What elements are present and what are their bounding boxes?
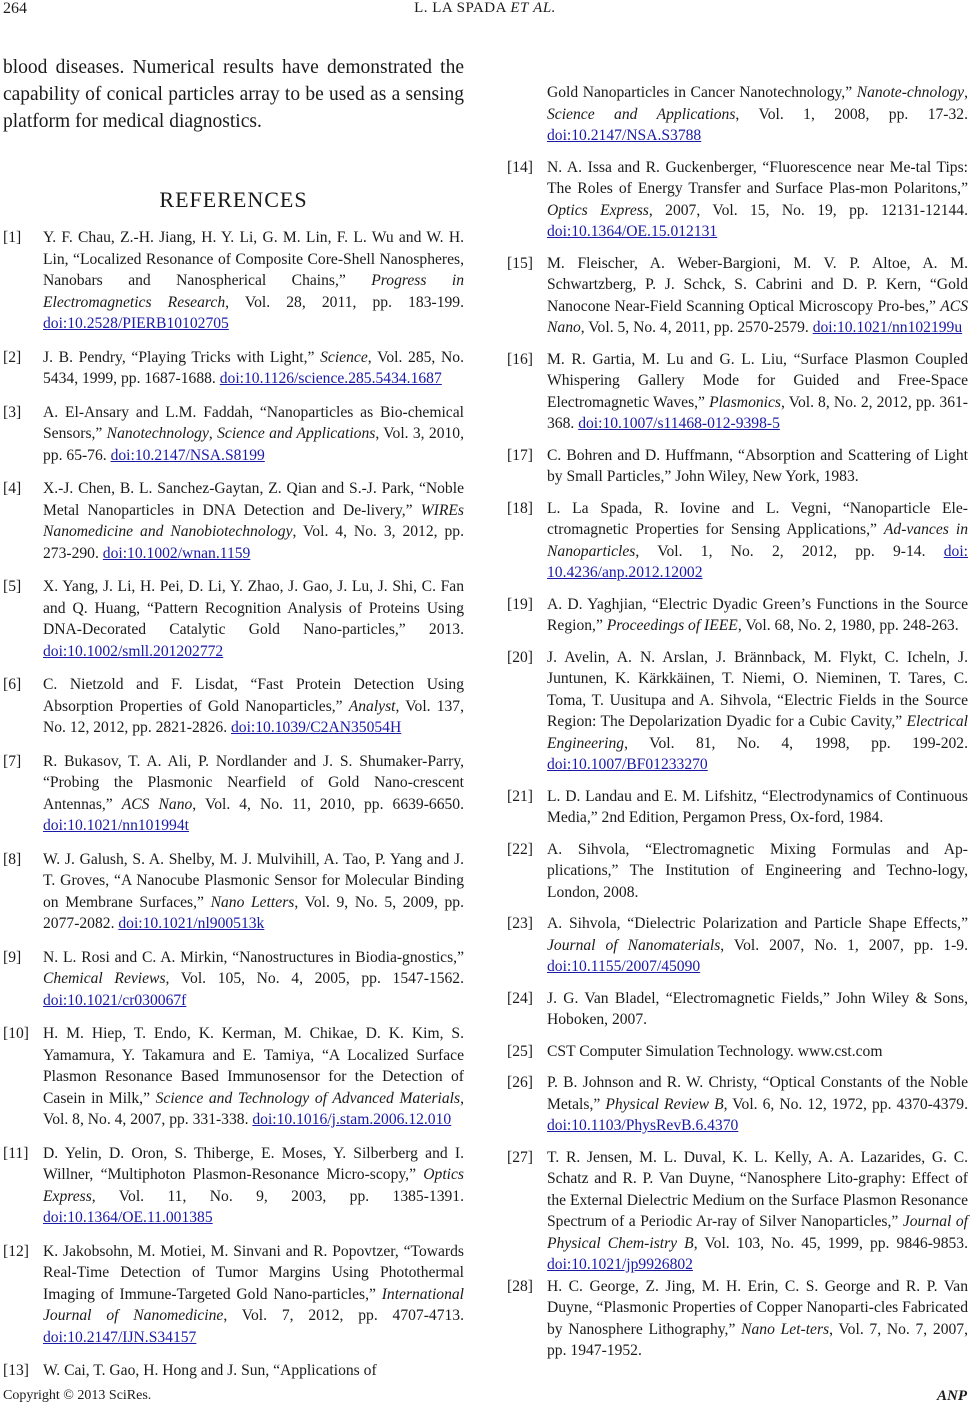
reference-item <box>507 988 968 1031</box>
running-head-authors: L. LA SPADA <box>414 0 507 16</box>
reference-text <box>43 751 464 837</box>
reference-segment: , 2007, Vol. 15, No. 19, pp. 12131-12144. <box>648 201 969 219</box>
doi-link[interactable]: doi:10.1021/nl900513k <box>118 915 265 932</box>
reference-text <box>43 674 464 739</box>
page-header <box>0 0 970 24</box>
doi-link[interactable]: doi:10.1021/cr030067f <box>43 991 187 1009</box>
reference-item <box>3 227 464 335</box>
reference-number: [11] <box>3 1144 29 1162</box>
reference-segment: , Vol. 103, No. 45, 1999, pp. 9846-9853. <box>693 1234 968 1252</box>
reference-segment: , Vol. 81, No. 4, 1998, pp. 199-202. <box>624 734 968 752</box>
reference-segment: Gold Nanoparticles in Cancer Nanotechnology,” <box>547 84 857 101</box>
publication-title: Analyst <box>348 697 396 715</box>
reference-text <box>43 347 464 390</box>
reference-segment: L. La Spada, R. Iovine and L. Vegni, “Nanoparticle Ele-ctromagnetic Properties for Sensing Applications,” <box>547 499 968 538</box>
reference-number: [9] <box>3 948 22 966</box>
reference-item <box>507 445 968 488</box>
reference-item <box>507 253 968 339</box>
reference-text <box>43 1023 464 1131</box>
reference-text <box>547 498 968 584</box>
doi-link[interactable]: doi:10.1021/nn102199u <box>812 319 963 336</box>
doi-link[interactable]: doi:10.1155/2007/45090 <box>547 958 701 975</box>
reference-text <box>547 988 968 1031</box>
reference-item <box>507 786 968 829</box>
reference-segment: C. Bohren and D. Huffmann, “Absorption and Scattering of Light by Small Particles,” John Wiley, New York, 1983. <box>547 446 968 485</box>
reference-item <box>3 1241 464 1349</box>
running-head-al: AL. <box>533 0 556 16</box>
publication-title: Plasmonics <box>709 393 781 411</box>
reference-segment: , Vol. 285, No. 5434, 1999, pp. 1687-1688. <box>43 348 464 387</box>
publication-title: Ad-vances in Nanoparticles <box>547 521 968 560</box>
reference-item <box>3 576 464 662</box>
reference-text <box>547 1147 968 1276</box>
reference-segment: , Vol. 9, No. 5, 2009, pp. 2077-2082. <box>43 893 464 932</box>
reference-number: [7] <box>3 752 22 770</box>
publication-title: Science <box>320 348 368 366</box>
reference-number: [23] <box>507 915 533 932</box>
reference-item <box>3 402 464 467</box>
reference-item <box>507 1041 968 1063</box>
reference-number: [6] <box>3 676 22 693</box>
reference-text <box>43 849 464 935</box>
reference-text <box>547 839 968 904</box>
reference-segment: C. Nietzold and F. Lisdat, “Fast Protein Detection Using Absorption Properties of Gold Nanoparticles,” <box>43 676 464 715</box>
reference-item <box>507 1072 968 1137</box>
publication-title: WIREs Nanomedicine and Nanobiotechnology <box>43 501 464 540</box>
reference-number: [1] <box>3 229 22 246</box>
reference-segment: , Vol. 5, No. 4, 2011, pp. 2570-2579. <box>580 319 813 336</box>
reference-text <box>43 1360 464 1382</box>
publication-title: Physical Review B <box>605 1095 724 1113</box>
reference-item <box>3 674 464 739</box>
reference-segment: A. El-Ansary and L.M. Faddah, “Nanoparticles as Bio-chemical Sensors,” <box>43 403 464 442</box>
reference-number: [12] <box>3 1242 29 1260</box>
reference-segment: , Vol. 3, 2010, pp. 65-76. <box>43 425 464 464</box>
reference-segment: K. Jakobsohn, M. Motiei, M. Sinvani and R. Popovtzer, “Towards Real-Time Detection of Tumor Margins Using Photothermal Imaging of Immune-Targeted Gold Nano-particles,” <box>43 1242 464 1303</box>
reference-number: [13] <box>3 1362 29 1379</box>
reference-item <box>507 498 968 584</box>
reference-segment: Y. F. Chau, Z.-H. Jiang, H. Y. Li, G. M. Lin, F. L. Wu and W. H. Lin, “Localized Resonance of Composite Core-Shell Nanospheres, Nanobars and Nanospherical Chains,” <box>43 229 464 289</box>
reference-segment: J. B. Pendry, “Playing Tricks with Light,” <box>43 348 321 366</box>
doi-link[interactable]: doi:10.1016/j.stam.2006.12.010 <box>252 1111 452 1128</box>
reference-text <box>43 227 464 335</box>
reference-item <box>3 1023 464 1131</box>
reference-segment: , Vol. 7, No. 7, 2007, pp. 1947-1952. <box>547 1320 968 1359</box>
reference-segment: , <box>964 84 968 101</box>
copyright-notice: Copyright © 2013 SciRes. <box>3 1388 152 1403</box>
reference-segment: N. A. Issa and R. Guckenberger, “Fluorescence near Me-tal Tips: The Roles of Energy Transfer and Surface Plas-mon Polaritons,” <box>547 158 968 197</box>
reference-segment: W. Cai, T. Gao, H. Hong and J. Sun, “Applications of <box>43 1362 377 1379</box>
reference-segment: X. Yang, J. Li, H. Pei, D. Li, Y. Zhao, J. Gao, J. Lu, J. Shi, C. Fan and Q. Huang, “Pattern Recognition Analysis of Proteins Using DNA-Decorated Catalytic Gold Nano-particles,” 2013. <box>43 578 464 638</box>
reference-segment: , Vol. 6, No. 12, 1972, pp. 4370-4379. <box>723 1095 968 1113</box>
reference-segment: M. R. Gartia, M. Lu and G. L. Liu, “Surface Plasmon Coupled Whispering Gallery Mode for Guided and Free-Space Electromagnetic Waves,” <box>547 350 968 411</box>
reference-number: [18] <box>507 499 533 517</box>
reference-segment: A. D. Yaghjian, “Electric Dyadic Green’s Functions in the Source Region,” <box>547 595 968 634</box>
reference-segment: D. Yelin, D. Oron, S. Thiberge, E. Moses, Y. Silberberg and I. Willner, “Multiphoton Plasmon-Resonance Micro-scopy,” <box>43 1144 464 1183</box>
reference-segment: A. Sihvola, “Electromagnetic Mixing Formulas and Ap-plications,” The Institution of Engineering and Techno-logy, London, 2008. <box>547 840 968 901</box>
publication-title: Science and Applications <box>217 425 376 442</box>
reference-text <box>43 478 464 564</box>
reference-segment: , Vol. 137, No. 12, 2012, pp. 2821-2826. <box>43 697 464 736</box>
publication-title: Optics Express <box>43 1166 464 1205</box>
reference-number: [22] <box>507 840 533 858</box>
reference-segment: N. L. Rosi and C. A. Mirkin, “Nanostructures in Biodia-gnostics,” <box>43 948 464 966</box>
reference-segment: P. B. Johnson and R. W. Christy, “Optical Constants of the Noble Metals,” <box>547 1074 968 1113</box>
reference-number: [27] <box>507 1148 533 1166</box>
reference-number: [25] <box>507 1042 533 1060</box>
publication-title: ACS Nano <box>121 795 193 813</box>
doi-link[interactable]: doi:10.1007/s11468-012-9398-5 <box>578 415 780 432</box>
doi-link[interactable]: doi:10.1007/BF01233270 <box>547 756 708 773</box>
doi-link[interactable]: doi:10.1002/smll.201202772 <box>43 642 224 660</box>
reference-segment: R. Bukasov, T. A. Ali, P. Nordlander and J. S. Shumaker-Parry, “Probing the Plasmonic Nearfield of Gold Nano-crescent Antennas,” <box>43 752 464 813</box>
reference-text <box>43 947 464 1012</box>
reference-segment: M. Fleischer, A. Weber-Bargioni, M. V. P. Altoe, A. M. Schwartzberg, P. J. Schck, S. Cabrini and D. P. Kern, “Gold Nanocone Near-Field Scanning Optical Microscopy Pro-bes,” <box>547 254 968 315</box>
reference-item <box>507 839 968 904</box>
reference-number: [20] <box>507 648 533 666</box>
reference-number: [17] <box>507 446 533 464</box>
reference-segment: A. Sihvola, “Dielectric Polarization and Particle Shape Effects,” <box>547 915 968 932</box>
reference-number: [4] <box>3 480 22 497</box>
reference-text <box>547 82 968 147</box>
reference-text <box>43 1143 464 1229</box>
doi-link[interactable]: doi:10.1002/wnan.1159 <box>102 544 251 562</box>
publication-title: Progress in Electromagnetics Research <box>43 272 464 311</box>
doi-link[interactable]: doi:10.1039/C2AN35054H <box>231 719 402 736</box>
reference-item <box>507 1276 968 1362</box>
reference-segment: , Vol. 1, No. 2, 2012, pp. 9-14. <box>635 542 944 560</box>
left-column <box>3 54 464 1382</box>
reference-number: [24] <box>507 989 533 1007</box>
reference-segment: , Vol. 105, No. 4, 2005, pp. 1547-1562. <box>165 970 464 987</box>
publication-title: ACS Nano <box>547 297 968 336</box>
reference-segment: H. M. Hiep, T. Endo, K. Kerman, M. Chikae, D. K. Kim, S. Yamamura, Y. Takamura and E. Tamiya, “A Localized Surface Plasmon Resonance Based Immunosensor for the Detection of Casein in Milk,” <box>43 1025 464 1107</box>
references-heading: REFERENCES <box>159 187 308 212</box>
doi-link[interactable]: doi:10.1364/OE.15.012131 <box>547 223 718 240</box>
references-list-right <box>507 82 968 1362</box>
reference-segment: , Vol. 11, No. 9, 2003, pp. 1385-1391. <box>91 1187 464 1205</box>
reference-item <box>3 1360 464 1382</box>
reference-number: [16] <box>507 350 533 368</box>
doi-link[interactable]: doi:10.1126/science.285.5434.1687 <box>219 370 442 387</box>
reference-segment: , Vol. 1, 2008, pp. 17-32. <box>735 105 968 123</box>
doi-link[interactable]: doi:10.2147/IJN.S34157 <box>43 1328 197 1346</box>
publication-title: Proceedings of IEEE <box>606 617 738 634</box>
doi-link[interactable]: doi:10.1364/OE.11.001385 <box>43 1209 213 1226</box>
publication-title: Science and Technology of Advanced Materials <box>155 1089 461 1107</box>
publication-title: Science and Applications <box>547 105 736 123</box>
reference-segment: , Vol. 4, No. 3, 2012, pp. 273-290. <box>43 523 464 562</box>
reference-number: [21] <box>507 787 533 805</box>
reference-item <box>507 647 968 776</box>
reference-segment: , Vol. 28, 2011, pp. 183-199. <box>225 293 464 311</box>
reference-segment: , Vol. 68, No. 2, 1980, pp. 248-263. <box>737 617 959 634</box>
reference-text <box>547 253 968 339</box>
doi-link[interactable]: doi: 10.4236/anp.2012.12002 <box>547 542 968 581</box>
reference-text <box>547 157 968 243</box>
reference-item <box>3 1143 464 1229</box>
publication-title: Nanotechnology <box>106 425 209 442</box>
publication-title: Nanote-chnology <box>856 84 965 101</box>
reference-number: [26] <box>507 1074 533 1091</box>
reference-item <box>3 478 464 564</box>
reference-number: [2] <box>3 348 22 366</box>
reference-segment: T. R. Jensen, M. L. Duval, K. L. Kelly, A. A. Lazarides, G. C. Schatz and R. P. Van Duyne, “Nanosphere Lito-graphy: Effect of the External Dielectric Medium on the Surface Plasmon Resonance Spectrum of a Periodic Ar-ray of Silver Nanoparticles,” <box>547 1148 968 1230</box>
reference-item <box>507 913 968 978</box>
reference-item <box>507 594 968 637</box>
reference-item <box>3 751 464 837</box>
reference-item <box>3 947 464 1012</box>
running-head-et: ET <box>510 0 529 16</box>
reference-text <box>43 1241 464 1349</box>
reference-text <box>547 1276 968 1362</box>
reference-number: [19] <box>507 595 533 613</box>
publication-title: Electrical Engineering <box>547 713 968 752</box>
reference-number: [14] <box>507 158 533 176</box>
reference-item <box>507 157 968 243</box>
doi-link[interactable]: doi:10.2147/NSA.S8199 <box>110 446 265 464</box>
reference-text <box>43 576 464 662</box>
reference-number: [3] <box>3 403 22 421</box>
reference-item <box>507 82 968 147</box>
reference-text <box>547 445 968 488</box>
publication-title: Journal of Nanomaterials <box>547 936 721 954</box>
reference-item <box>507 349 968 435</box>
references-list-left <box>3 227 464 1382</box>
reference-segment: CST Computer Simulation Technology. www.cst.com <box>547 1042 883 1060</box>
reference-item <box>3 347 464 390</box>
reference-text <box>547 786 968 829</box>
publication-title: Journal of Physical Chem-istry B <box>547 1213 968 1252</box>
doi-link[interactable]: doi:10.1021/nn101994t <box>43 817 189 834</box>
doi-link[interactable]: doi:10.1021/jp9926802 <box>547 1256 693 1273</box>
reference-item <box>507 1147 968 1276</box>
doi-link[interactable]: doi:10.2147/NSA.S3788 <box>547 127 702 144</box>
intro-paragraph: blood diseases. Numerical results have demonstrated the capability of conical particles array to be used as a sensing platform for medical diagnostics. <box>3 57 464 132</box>
publication-title: Nano Letters <box>210 893 295 911</box>
reference-segment: , Vol. 4, No. 11, 2010, pp. 6639-6650. <box>192 795 464 813</box>
publication-title: Optics Express <box>547 201 649 219</box>
reference-segment: , Vol. 8, No. 4, 2007, pp. 331-338. <box>43 1089 464 1128</box>
reference-segment: H. C. George, Z. Jing, M. H. Erin, C. S. George and R. P. Van Duyne, “Plasmonic Properties of Copper Nanoparti-cles Fabricated by Nanosphere Lithography,” <box>547 1277 968 1338</box>
reference-text <box>547 1041 968 1063</box>
reference-segment: , <box>208 425 218 442</box>
reference-number: [28] <box>507 1277 533 1295</box>
reference-segment: J. Avelin, A. N. Arslan, J. Brännback, M. Flykt, C. Icheln, J. Juntunen, K. Kärkkäinen, T. Niemi, O. Nieminen, T. Tares, C. Toma, T. Uusitupa and A. Sihvola, “Electric Fields in the Source Region: The Depolarization Dyadic for a Cubic Cavity,” <box>547 648 968 730</box>
page-footer <box>0 1388 970 1410</box>
reference-text <box>547 913 968 978</box>
reference-segment: , Vol. 8, No. 2, 2012, pp. 361-368. <box>547 393 969 432</box>
publication-title: Chemical Reviews <box>43 970 166 987</box>
reference-text <box>547 647 968 776</box>
reference-segment: , Vol. 2007, No. 1, 2007, pp. 1-9. <box>720 936 969 954</box>
reference-text <box>547 349 968 435</box>
reference-number: [5] <box>3 578 22 595</box>
reference-segment: X.-J. Chen, B. L. Sanchez-Gaytan, Z. Qian and S.-J. Park, “Noble Metal Nanoparticles in DNA Detection and De-livery,” <box>43 480 464 519</box>
doi-link[interactable]: doi:10.1103/PhysRevB.6.4370 <box>547 1117 739 1134</box>
reference-text <box>43 402 464 467</box>
reference-segment: , Vol. 7, 2012, pp. 4707-4713. <box>223 1307 464 1324</box>
reference-text <box>547 1072 968 1137</box>
reference-text <box>547 594 968 637</box>
page-number: 264 <box>3 0 27 17</box>
right-column <box>507 82 968 1362</box>
running-head <box>0 0 970 17</box>
publication-title: Nano Let-ters <box>741 1320 830 1338</box>
publication-title: International Journal of Nanomedicine <box>43 1285 464 1324</box>
reference-number: [8] <box>3 850 22 868</box>
reference-item <box>3 849 464 935</box>
reference-segment: L. D. Landau and E. M. Lifshitz, “Electrodynamics of Continuous Media,” 2nd Edition, Pergamon Press, Ox-ford, 1984. <box>547 787 968 826</box>
reference-number: [15] <box>507 254 533 272</box>
doi-link[interactable]: doi:10.2528/PIERB10102705 <box>43 315 229 332</box>
reference-segment: W. J. Galush, S. A. Shelby, M. J. Mulvihill, A. Tao, P. Yang and J. T. Groves, “A Nanocube Plasmonic Sensor for Molecular Binding on Membrane Surfaces,” <box>43 850 464 911</box>
journal-abbreviation: ANP <box>937 1388 967 1404</box>
reference-segment: J. G. Van Bladel, “Electromagnetic Fields,” John Wiley & Sons, Hoboken, 2007. <box>547 989 968 1028</box>
reference-number: [10] <box>3 1025 29 1042</box>
